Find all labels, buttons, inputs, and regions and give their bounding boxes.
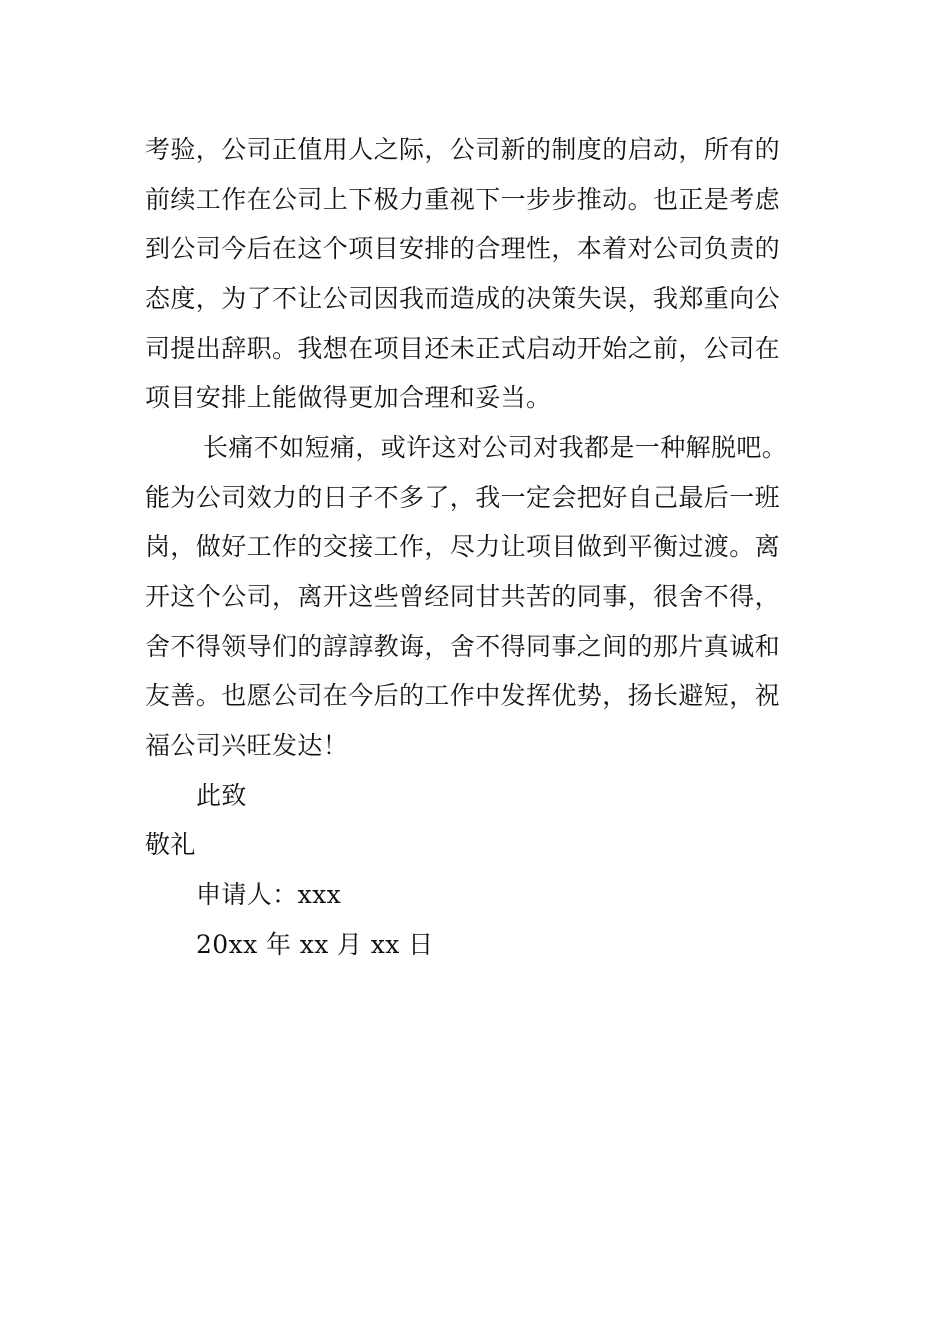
closing-salute: 敬礼 (145, 830, 196, 859)
paragraph-2-line-5: 舍不得领导们的諄諄教诲，舍不得同事之间的那片真诚和 (145, 632, 781, 661)
paragraph-1-line-5: 司提出辞职。我想在项目还未正式启动开始之前，公司在 (145, 334, 781, 363)
paragraph-2-line-2: 能为公司效力的日子不多了，我一定会把好自己最后一班 (145, 483, 781, 512)
paragraph-1-line-2: 前续工作在公司上下极力重视下一步步推动。也正是考虑 (145, 185, 781, 214)
paragraph-2-line-4: 开这个公司，离开这些曾经同甘共苦的同事，很舍不得， (145, 582, 781, 611)
paragraph-2-line-7: 福公司兴旺发达！ (145, 731, 349, 760)
paragraph-1-line-6: 项目安排上能做得更加合理和妥当。 (145, 383, 552, 412)
paragraph-1-line-1: 考验，公司正值用人之际，公司新的制度的启动，所有的 (145, 135, 781, 164)
paragraph-1-line-4: 态度，为了不让公司因我而造成的决策失误，我郑重向公 (145, 284, 781, 313)
applicant-signature: 申请人：xxx (196, 880, 342, 909)
closing-greeting: 此致 (196, 781, 247, 810)
paragraph-2-line-6: 友善。也愿公司在今后的工作中发挥优势，扬长避短，祝 (145, 681, 781, 710)
paragraph-2-line-1: 长痛不如短痛，或许这对公司对我都是一种解脱吧。 (203, 433, 788, 462)
date-line: 20xx 年 xx 月 xx 日 (196, 930, 434, 959)
paragraph-1-line-3: 到公司今后在这个项目安排的合理性，本着对公司负责的 (145, 234, 781, 263)
paragraph-2-line-3: 岗，做好工作的交接工作，尽力让项目做到平衡过渡。离 (145, 532, 781, 561)
